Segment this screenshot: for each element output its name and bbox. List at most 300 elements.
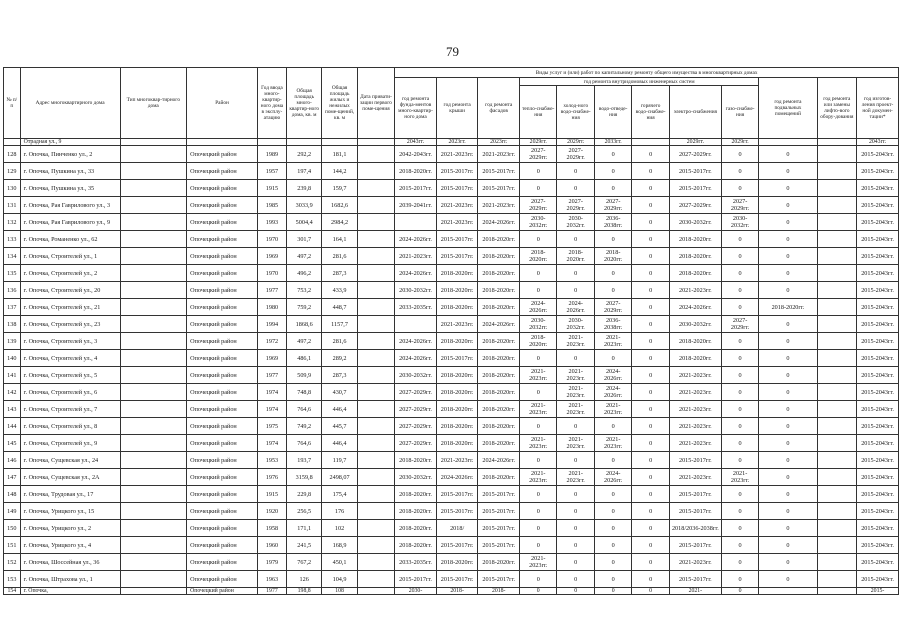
- cell-gas: 0: [721, 452, 758, 469]
- cell-num: 140: [4, 350, 21, 367]
- cell-num: 141: [4, 367, 21, 384]
- cell-district: Опочецкий район: [187, 520, 258, 537]
- cell-basement: 0: [759, 401, 817, 418]
- col-foundation: год ремонта фунда-ментов много-квартир-ного дома: [395, 78, 437, 139]
- cell-living-area: 181,1: [322, 146, 357, 163]
- cell-basement: 0: [759, 282, 817, 299]
- table-row: [4, 486, 899, 503]
- cell-type: [120, 486, 187, 503]
- cell-type: [120, 554, 187, 571]
- cell-address: г. Опочка, Строителей ул., 3: [20, 333, 120, 350]
- cell-district: Опочецкий район: [187, 350, 258, 367]
- cell-district: Опочецкий район: [187, 554, 258, 571]
- cell-hot-water: 0: [632, 367, 669, 384]
- cell-facade: 2018-2020гг.: [478, 299, 520, 316]
- cell-electric: 2015-2017гг.: [669, 486, 721, 503]
- cell-roof: 2021-2023гг.: [436, 146, 478, 163]
- cell-basement: 0: [759, 384, 817, 401]
- cell-facade: 2018-2020гг.: [478, 265, 520, 282]
- cell-electric: 2018-2020гг.: [669, 248, 721, 265]
- cell-sewer: 0: [594, 350, 631, 367]
- cell-type: [120, 333, 187, 350]
- cell-hot-water: 0: [632, 418, 669, 435]
- cell-num: 153: [4, 571, 21, 588]
- cell-living-area: 176: [322, 503, 357, 520]
- cell-sewer: 0: [594, 163, 631, 180]
- cell-privatization-date: [357, 316, 394, 333]
- cell-district: Опочецкий район: [187, 299, 258, 316]
- cell-address: г. Опочка, Урицкого ул., 15: [20, 503, 120, 520]
- cell-type: [120, 367, 187, 384]
- cell-address: г. Опочка, Пинченко ул., 2: [20, 146, 120, 163]
- cell-year: 1993: [257, 214, 286, 231]
- cell-num: 142: [4, 384, 21, 401]
- cell-roof: 2018-2020гг.: [436, 384, 478, 401]
- cell-foundation: 2018-2020гг.: [395, 486, 437, 503]
- cell-roof: 2018-2020гг.: [436, 367, 478, 384]
- cell-foundation: 2033-2035гг.: [395, 554, 437, 571]
- cell-district: Опочецкий район: [187, 418, 258, 435]
- col-roof: год ремонта крыши: [436, 78, 478, 139]
- col-project: год изготов-ления проект-ной докумен-тации*: [857, 78, 899, 139]
- cell-lift: [817, 486, 857, 503]
- cell-sewer: 2024-2026гг.: [594, 384, 631, 401]
- cell-lift: [817, 384, 857, 401]
- cell-lift: [817, 265, 857, 282]
- cell-sewer: 0: [594, 588, 631, 595]
- cell-roof: 2015-2017гг.: [436, 486, 478, 503]
- col-total-area: Общая площадь много-квартир-ного дома, кв. м: [287, 68, 322, 139]
- cell-basement: 0: [759, 214, 817, 231]
- cell-roof: 2024-2026гг.: [436, 469, 478, 486]
- cell-district: Опочецкий район: [187, 588, 258, 595]
- table-row: [4, 384, 899, 401]
- cell-privatization-date: [357, 401, 394, 418]
- cell-gas: 2027-2029гг.: [721, 316, 758, 333]
- cell-hot-water: 0: [632, 571, 669, 588]
- cell-heat: 2030-2032гг.: [520, 316, 557, 333]
- cell-roof: 2015-2017гг.: [436, 537, 478, 554]
- cell-basement: 0: [759, 520, 817, 537]
- cell-num: 145: [4, 435, 21, 452]
- cell-address: г. Опочка, Рая Гаврилового ул., 3: [20, 197, 120, 214]
- cell-facade: 2018-2020гг.: [478, 418, 520, 435]
- cell-roof: 2018-2020гг.: [436, 333, 478, 350]
- cell-district: Опочецкий район: [187, 503, 258, 520]
- cell-year: 1970: [257, 231, 286, 248]
- cell-heat: 0: [520, 231, 557, 248]
- cell-heat: 0: [520, 537, 557, 554]
- cell-total-area: 767,2: [287, 554, 322, 571]
- cell-gas: 0: [721, 248, 758, 265]
- cell-total-area: 301,7: [287, 231, 322, 248]
- cell-heat: 0: [520, 588, 557, 595]
- cell-district: Опочецкий район: [187, 265, 258, 282]
- cell-year: 1970: [257, 265, 286, 282]
- cell-num: 129: [4, 163, 21, 180]
- cell-roof: 2021-2023гг.: [436, 316, 478, 333]
- cell-hot-water: 0: [632, 503, 669, 520]
- cell-heat: 0: [520, 384, 557, 401]
- table-row: [4, 588, 899, 595]
- cell-heat: 2030-2032гг.: [520, 214, 557, 231]
- cell-basement: 0: [759, 333, 817, 350]
- cell-num: 139: [4, 333, 21, 350]
- cell-sewer: 2036-2038гг.: [594, 316, 631, 333]
- cell-privatization-date: [357, 588, 394, 595]
- cell-address: г. Опочка, Строителей ул., 21: [20, 299, 120, 316]
- cell-living-area: 281,6: [322, 248, 357, 265]
- cell-basement: 0: [759, 435, 817, 452]
- cell-hot-water: 0: [632, 435, 669, 452]
- cell-lift: [817, 571, 857, 588]
- cell-facade: 2015-2017гг.: [478, 520, 520, 537]
- cell-cold-water: 2029гг.: [557, 139, 594, 146]
- cell-roof: 2015-2017гг.: [436, 231, 478, 248]
- cell-electric: 2029гг.: [669, 139, 721, 146]
- cell-foundation: 2015-2017гг.: [395, 571, 437, 588]
- cell-gas: 0: [721, 401, 758, 418]
- cell-project: 2015-2043гг.: [857, 146, 899, 163]
- cell-num: 136: [4, 282, 21, 299]
- cell-facade: 2018-2020гг.: [478, 282, 520, 299]
- cell-total-area: 292,2: [287, 146, 322, 163]
- cell-district: Опочецкий район: [187, 146, 258, 163]
- cell-facade: 2018-2020гг.: [478, 554, 520, 571]
- cell-type: [120, 146, 187, 163]
- cell-heat: 2021-2023гг.: [520, 401, 557, 418]
- cell-num: 148: [4, 486, 21, 503]
- services-group-header: Виды услуг и (или) работ по капитальному ремонту общего имущества в многоквартирных домах: [395, 68, 899, 78]
- cell-type: [120, 163, 187, 180]
- cell-total-area: 197,4: [287, 163, 322, 180]
- cell-lift: [817, 163, 857, 180]
- cell-sewer: 2021-2023гг.: [594, 401, 631, 418]
- cell-project: 2015-2043гг.: [857, 282, 899, 299]
- table-row: [4, 146, 899, 163]
- cell-heat: 0: [520, 520, 557, 537]
- cell-hot-water: 0: [632, 231, 669, 248]
- cell-cold-water: 0: [557, 180, 594, 197]
- cell-type: [120, 401, 187, 418]
- table-row: [4, 452, 899, 469]
- cell-cold-water: 2030-2032гг.: [557, 214, 594, 231]
- col-basement: год ремонта подвальных помещений: [759, 78, 817, 139]
- cell-total-area: 126: [287, 571, 322, 588]
- table-row: [4, 350, 899, 367]
- col-sewer: водо-отведе-ния: [594, 86, 631, 139]
- cell-basement: 0: [759, 367, 817, 384]
- cell-heat: 2021-2023гг.: [520, 435, 557, 452]
- cell-lift: [817, 469, 857, 486]
- cell-sewer: 0: [594, 503, 631, 520]
- cell-electric: 2015-2017гг.: [669, 537, 721, 554]
- cell-gas: 2030-2032гг.: [721, 214, 758, 231]
- cell-hot-water: 0: [632, 163, 669, 180]
- cell-total-area: 764,6: [287, 435, 322, 452]
- cell-type: [120, 180, 187, 197]
- cell-facade: 2018-2020гг.: [478, 384, 520, 401]
- cell-heat: 0: [520, 350, 557, 367]
- cell-facade: 2015-2017гг.: [478, 537, 520, 554]
- cell-year: 1977: [257, 367, 286, 384]
- col-hot-water: горячего водо-снабже-ния: [632, 86, 669, 139]
- cell-hot-water: [632, 139, 669, 146]
- cell-total-area: 171,1: [287, 520, 322, 537]
- cell-project: 2015-2043гг.: [857, 486, 899, 503]
- cell-hot-water: 0: [632, 265, 669, 282]
- cell-living-area: 430,7: [322, 384, 357, 401]
- cell-foundation: 2043гг.: [395, 139, 437, 146]
- cell-privatization-date: [357, 469, 394, 486]
- cell-total-area: 5004,4: [287, 214, 322, 231]
- cell-address: г. Опочка, Трудовая ул., 17: [20, 486, 120, 503]
- cell-hot-water: 0: [632, 486, 669, 503]
- cell-privatization-date: [357, 503, 394, 520]
- cell-address: г. Опочка, Урицкого ул., 4: [20, 537, 120, 554]
- cell-foundation: 2024-2026гг.: [395, 231, 437, 248]
- cell-facade: 2024-2026гг.: [478, 214, 520, 231]
- cell-total-area: 3159,8: [287, 469, 322, 486]
- cell-electric: 2021-2023гг.: [669, 401, 721, 418]
- cell-living-area: 102: [322, 520, 357, 537]
- cell-basement: 0: [759, 316, 817, 333]
- cell-foundation: [395, 214, 437, 231]
- cell-year: 1963: [257, 571, 286, 588]
- cell-gas: 0: [721, 333, 758, 350]
- cell-foundation: 2018-2020гг.: [395, 520, 437, 537]
- cell-num: 146: [4, 452, 21, 469]
- cell-foundation: 2042-2043гг.: [395, 146, 437, 163]
- cell-hot-water: 0: [632, 350, 669, 367]
- cell-sewer: 0: [594, 520, 631, 537]
- cell-living-area: 119,7: [322, 452, 357, 469]
- cell-basement: [759, 139, 817, 146]
- cell-living-area: 175,4: [322, 486, 357, 503]
- cell-district: Опочецкий район: [187, 197, 258, 214]
- cell-cold-water: 0: [557, 231, 594, 248]
- table-row: [4, 503, 899, 520]
- cell-project: 2015-2043гг.: [857, 367, 899, 384]
- cell-living-area: 159,7: [322, 180, 357, 197]
- table-row: [4, 299, 899, 316]
- cell-foundation: 2024-2026гг.: [395, 350, 437, 367]
- cell-project: 2015-2043гг.: [857, 503, 899, 520]
- table-row: [4, 401, 899, 418]
- cell-lift: [817, 282, 857, 299]
- cell-sewer: 0: [594, 571, 631, 588]
- cell-hot-water: 0: [632, 248, 669, 265]
- cell-privatization-date: [357, 435, 394, 452]
- cell-project: 2015-2043гг.: [857, 163, 899, 180]
- cell-num: 151: [4, 537, 21, 554]
- cell-electric: 2018-2020гг.: [669, 333, 721, 350]
- cell-sewer: 2024-2026гг.: [594, 367, 631, 384]
- cell-privatization-date: [357, 282, 394, 299]
- cell-total-area: 759,2: [287, 299, 322, 316]
- cell-heat: 0: [520, 486, 557, 503]
- cell-cold-water: 2021-2023гг.: [557, 401, 594, 418]
- cell-electric: 2018-2020гг.: [669, 350, 721, 367]
- table-row: [4, 435, 899, 452]
- cell-basement: 0: [759, 537, 817, 554]
- cell-sewer: 0: [594, 146, 631, 163]
- cell-living-area: 104,9: [322, 571, 357, 588]
- cell-living-area: 144,2: [322, 163, 357, 180]
- cell-hot-water: 0: [632, 333, 669, 350]
- page-number: 79: [446, 44, 459, 59]
- cell-sewer: 2021-2023гг.: [594, 333, 631, 350]
- table-row: [4, 367, 899, 384]
- cell-privatization-date: [357, 214, 394, 231]
- cell-cold-water: 0: [557, 163, 594, 180]
- cell-lift: [817, 316, 857, 333]
- table-row: [4, 333, 899, 350]
- repair-schedule-table: [3, 67, 899, 595]
- cell-electric: 2021-2023гг.: [669, 469, 721, 486]
- cell-year: 1915: [257, 486, 286, 503]
- cell-num: 150: [4, 520, 21, 537]
- cell-project: 2015-2043гг.: [857, 231, 899, 248]
- cell-type: [120, 503, 187, 520]
- cell-foundation: 2027-2029гг.: [395, 418, 437, 435]
- cell-year: 1977: [257, 588, 286, 595]
- cell-privatization-date: [357, 486, 394, 503]
- cell-year: 1920: [257, 503, 286, 520]
- table-row: [4, 316, 899, 333]
- cell-basement: 0: [759, 503, 817, 520]
- cell-foundation: 2024-2026гг.: [395, 265, 437, 282]
- cell-cold-water: 0: [557, 537, 594, 554]
- cell-year: 1972: [257, 333, 286, 350]
- cell-sewer: 0: [594, 231, 631, 248]
- cell-total-area: 753,2: [287, 282, 322, 299]
- cell-facade: 2024-2026гг.: [478, 452, 520, 469]
- cell-privatization-date: [357, 350, 394, 367]
- cell-heat: 0: [520, 163, 557, 180]
- cell-district: Опочецкий район: [187, 486, 258, 503]
- cell-project: 2015-2043гг.: [857, 265, 899, 282]
- table-row: [4, 163, 899, 180]
- cell-project: 2015-2043гг.: [857, 384, 899, 401]
- cell-hot-water: 0: [632, 180, 669, 197]
- cell-lift: [817, 333, 857, 350]
- cell-lift: [817, 180, 857, 197]
- cell-foundation: 2018-2020гг.: [395, 503, 437, 520]
- cell-gas: 0: [721, 146, 758, 163]
- cell-facade: 2018-2020гг.: [478, 367, 520, 384]
- cell-year: 1957: [257, 163, 286, 180]
- cell-district: Опочецкий район: [187, 163, 258, 180]
- cell-address: г. Опочка, Шоссейная ул., 36: [20, 554, 120, 571]
- cell-address: г. Опочка, Строителей ул., 5: [20, 367, 120, 384]
- cell-heat: 0: [520, 265, 557, 282]
- cell-cold-water: 2027-2029гг.: [557, 197, 594, 214]
- cell-gas: 0: [721, 571, 758, 588]
- cell-address: г. Опочка, Пушкина ул., 35: [20, 180, 120, 197]
- cell-gas: 0: [721, 265, 758, 282]
- cell-roof: 2018-2020гг.: [436, 282, 478, 299]
- cell-heat: 2021-2023гг.: [520, 554, 557, 571]
- cell-basement: 0: [759, 197, 817, 214]
- cell-heat: 2027-2029гг.: [520, 146, 557, 163]
- cell-num: 128: [4, 146, 21, 163]
- cell-sewer: 2021-2023гг.: [594, 435, 631, 452]
- cell-roof: 2018-2020гг.: [436, 418, 478, 435]
- col-cold-water: холод-ного водо-снабже-ния: [557, 86, 594, 139]
- cell-electric: 2021-2023гг.: [669, 554, 721, 571]
- cell-address: г. Опочка, Сущевская ул., 24: [20, 452, 120, 469]
- cell-cold-water: 2030-2032гг.: [557, 316, 594, 333]
- col-electric: электро-снабжения: [669, 86, 721, 139]
- cell-total-area: 748,8: [287, 384, 322, 401]
- cell-gas: 0: [721, 163, 758, 180]
- cell-heat: 2021-2023гг.: [520, 367, 557, 384]
- col-lift: год ремонта или замены лифто-вого обору-дования: [817, 78, 857, 139]
- cell-year: 1989: [257, 146, 286, 163]
- cell-living-area: 433,9: [322, 282, 357, 299]
- cell-total-area: 3033,9: [287, 197, 322, 214]
- cell-lift: [817, 139, 857, 146]
- cell-foundation: [395, 316, 437, 333]
- cell-lift: [817, 520, 857, 537]
- cell-living-area: 2984,2: [322, 214, 357, 231]
- cell-project: 2015-2043гг.: [857, 537, 899, 554]
- cell-lift: [817, 554, 857, 571]
- cell-hot-water: 0: [632, 520, 669, 537]
- cell-address: г. Опочка, Пушкина ул., 33: [20, 163, 120, 180]
- cell-project: 2015-2043гг.: [857, 418, 899, 435]
- cell-year: 1953: [257, 452, 286, 469]
- cell-basement: 0: [759, 163, 817, 180]
- cell-cold-water: 0: [557, 350, 594, 367]
- cell-sewer: 2036-2038гг.: [594, 214, 631, 231]
- cell-district: Опочецкий район: [187, 214, 258, 231]
- cell-electric: 2021-2023гг.: [669, 367, 721, 384]
- cell-heat: 0: [520, 452, 557, 469]
- col-address: Адрес многоквартирного дома: [20, 68, 120, 139]
- cell-gas: 2021-2023гг.: [721, 469, 758, 486]
- cell-electric: 2021-: [669, 588, 721, 595]
- cell-heat: 0: [520, 571, 557, 588]
- cell-electric: 2027-2029гг.: [669, 146, 721, 163]
- cell-roof: 2018/: [436, 520, 478, 537]
- cell-type: [120, 571, 187, 588]
- cell-roof: 2023гг.: [436, 139, 478, 146]
- cell-sewer: 0: [594, 554, 631, 571]
- cell-privatization-date: [357, 367, 394, 384]
- cell-living-area: 287,3: [322, 367, 357, 384]
- cell-electric: 2021-2023гг.: [669, 282, 721, 299]
- cell-roof: 2015-2017гг.: [436, 180, 478, 197]
- table-row: [4, 537, 899, 554]
- cell-privatization-date: [357, 333, 394, 350]
- cell-roof: 2018-2020гг.: [436, 401, 478, 418]
- cell-privatization-date: [357, 197, 394, 214]
- cell-sewer: 0: [594, 418, 631, 435]
- cell-facade: 2023гг.: [478, 139, 520, 146]
- cell-lift: [817, 401, 857, 418]
- cell-gas: 0: [721, 350, 758, 367]
- cell-type: [120, 418, 187, 435]
- table-row: [4, 231, 899, 248]
- cell-electric: 2018-2020гг.: [669, 265, 721, 282]
- cell-cold-water: 0: [557, 282, 594, 299]
- cell-gas: 0: [721, 418, 758, 435]
- cell-cold-water: 2021-2023гг.: [557, 384, 594, 401]
- cell-privatization-date: [357, 537, 394, 554]
- cell-living-area: 446,4: [322, 401, 357, 418]
